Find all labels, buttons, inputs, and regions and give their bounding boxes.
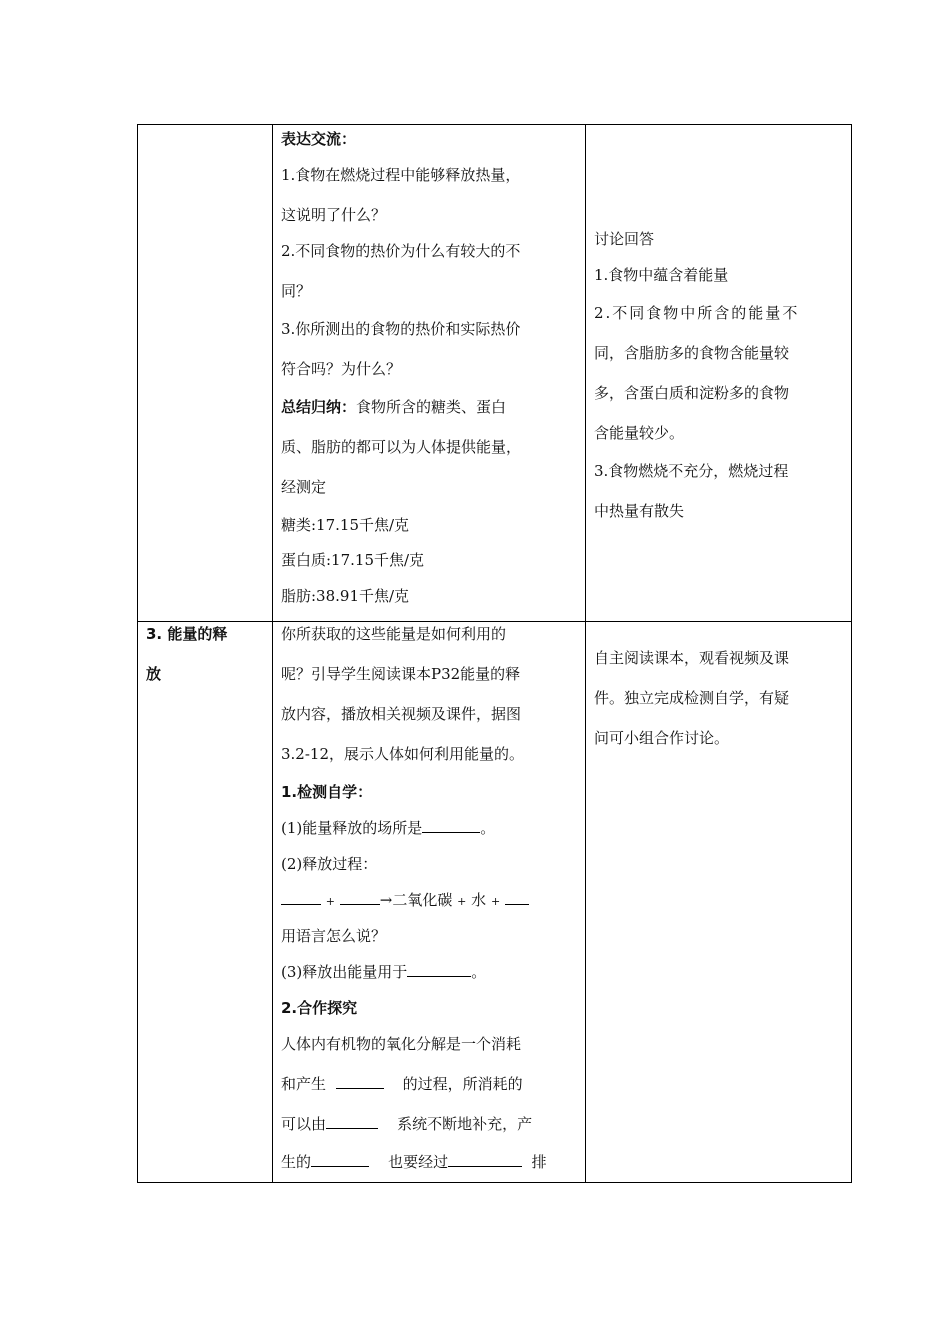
section-cell	[138, 622, 273, 1183]
question-2b: 同？	[281, 282, 312, 300]
question-3a: 3.你所测出的食物的热价和实际热价	[281, 320, 521, 338]
check-heading: 1.检测自学：	[281, 783, 373, 801]
summary-text-c: 经测定	[281, 478, 327, 496]
blank-line	[326, 1114, 378, 1129]
coop-line-d1: 生的	[281, 1153, 312, 1171]
protein-value: 蛋白质:17.15千焦/克	[281, 551, 425, 569]
summary-text-b: 质、脂肪的都可以为人体提供能量，	[281, 438, 522, 456]
blank-line	[407, 962, 471, 977]
teacher-activity-cell	[273, 622, 586, 1183]
blank-line	[448, 1152, 522, 1167]
question-3b: 符合吗？为什么？	[281, 360, 402, 378]
sugar-value: 糖类:17.15千焦/克	[281, 516, 410, 534]
question-1a: 1.食物在燃烧过程中能够释放热量，	[281, 166, 521, 184]
lesson-table	[137, 124, 852, 1183]
blank-line	[281, 890, 321, 905]
plus-sign: +	[490, 895, 501, 908]
equation	[281, 890, 529, 912]
water-label: 水	[471, 891, 487, 909]
express-heading: 表达交流：	[281, 130, 357, 148]
summary-label: 总结归纳：	[281, 398, 357, 416]
coop-heading: 2.合作探究	[281, 999, 358, 1017]
check-q1: (1)能量释放的场所是	[281, 819, 423, 837]
answer-2b: 同，含脂肪多的食物含能量较	[594, 344, 790, 362]
check-q1-end: 。	[480, 819, 496, 837]
student-text-c: 问可小组合作讨论。	[594, 729, 730, 747]
blank-line	[336, 1074, 384, 1089]
coop-line-c2: 系统不断地补充，产	[397, 1115, 533, 1133]
blank-line	[311, 1152, 369, 1167]
intro-a: 你所获取的这些能量是如何利用的	[281, 625, 507, 643]
teacher-activity-cell	[273, 125, 586, 622]
intro-b: 呢？引导学生阅读课本P32能量的释	[281, 665, 521, 683]
answer-1: 1.食物中蕴含着能量	[594, 266, 729, 284]
intro-d: 3.2-12，展示人体如何利用能量的。	[281, 745, 525, 763]
blank-line	[340, 890, 380, 905]
answer-2d: 含能量较少。	[594, 424, 685, 442]
answer-3a: 3.食物燃烧不充分，燃烧过程	[594, 462, 789, 480]
coop-line-d2: 也要经过	[388, 1153, 449, 1171]
check-q3-end: 。	[471, 963, 487, 981]
student-activity-cell	[586, 125, 852, 622]
check-q2: (2)释放过程：	[281, 855, 378, 873]
coop-line-b1: 和产生	[281, 1075, 327, 1093]
discussion-title: 讨论回答	[594, 230, 655, 248]
arrow-icon: →	[379, 891, 393, 909]
question-2a: 2.不同食物的热价为什么有较大的不	[281, 242, 521, 260]
section-cell-empty	[138, 125, 273, 622]
intro-c: 放内容，播放相关视频及课件，据图	[281, 705, 522, 723]
section-title-a: 3. 能量的释	[146, 625, 228, 643]
check-q3: (3)释放出能量用于	[281, 963, 408, 981]
language-question: 用语言怎么说？	[281, 927, 387, 945]
coop-line-d3: 排	[531, 1153, 547, 1171]
blank-line	[422, 818, 480, 833]
table-row	[138, 622, 852, 1183]
co2-label: 二氧化碳	[392, 891, 453, 909]
answer-3b: 中热量有散失	[594, 502, 685, 520]
blank-line	[505, 890, 529, 905]
plus-sign: +	[457, 895, 467, 908]
summary-text-a: 食物所含的糖类、蛋白	[356, 398, 507, 416]
coop-line-a: 人体内有机物的氧化分解是一个消耗	[281, 1035, 522, 1053]
question-1b: 这说明了什么？	[281, 206, 387, 224]
student-text-b: 件。独立完成检测自学，有疑	[594, 689, 790, 707]
table-row	[138, 125, 852, 622]
student-text-a: 自主阅读课本，观看视频及课	[594, 649, 790, 667]
coop-line-b2: 的过程，所消耗的	[402, 1075, 523, 1093]
answer-2c: 多，含蛋白质和淀粉多的食物	[594, 384, 790, 402]
section-title-b: 放	[146, 665, 162, 683]
plus-sign: +	[325, 895, 335, 908]
coop-line-c1: 可以由	[281, 1115, 327, 1133]
fat-value: 脂肪:38.91千焦/克	[281, 587, 410, 605]
student-activity-cell	[586, 622, 852, 1183]
answer-2a: 2.不同食物中所含的能量不	[594, 304, 800, 322]
